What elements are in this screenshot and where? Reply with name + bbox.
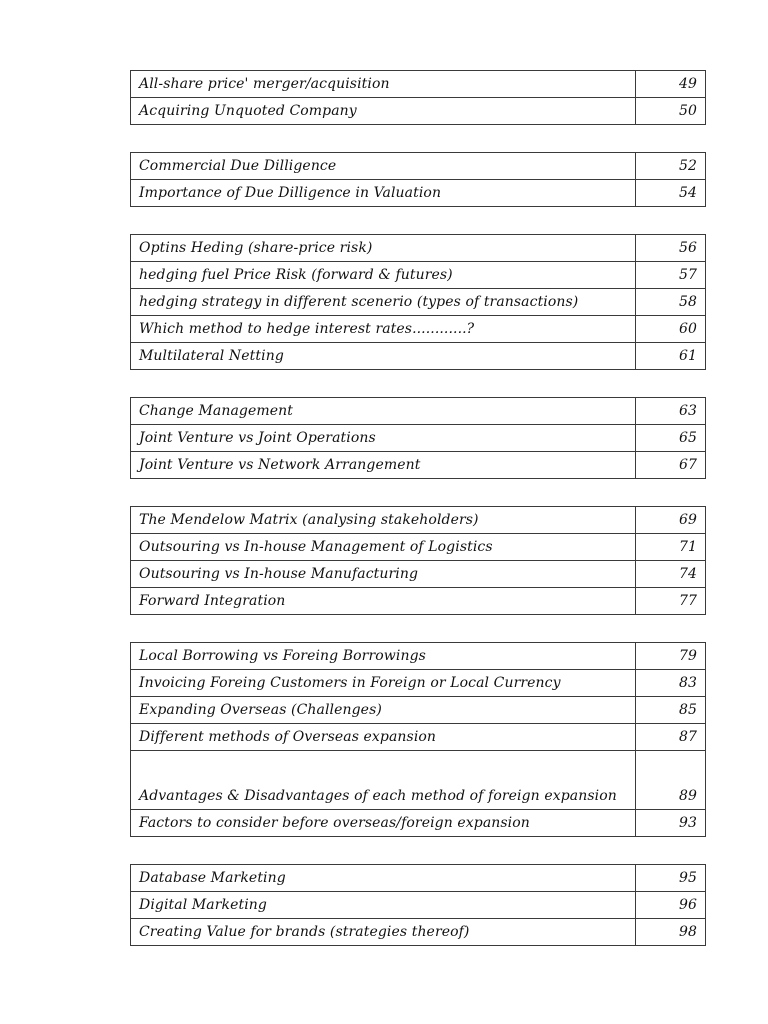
toc-entry-title: Different methods of Overseas expansion <box>131 724 636 751</box>
toc-entry-page: 79 <box>636 643 706 670</box>
toc-entry-page: 87 <box>636 724 706 751</box>
toc-entry-page: 93 <box>636 810 706 837</box>
toc-entry-page: 54 <box>636 180 706 207</box>
toc-entry-page: 77 <box>636 588 706 615</box>
toc-entry-title: hedging fuel Price Risk (forward & futures) <box>131 262 636 289</box>
toc-section <box>130 70 706 125</box>
toc-row <box>131 343 706 370</box>
toc-entry-page: 89 <box>636 751 706 810</box>
toc-entry-title: Local Borrowing vs Foreing Borrowings <box>131 643 636 670</box>
toc-entry-title: Factors to consider before overseas/foreign expansion <box>131 810 636 837</box>
toc-row <box>131 534 706 561</box>
toc-row <box>131 425 706 452</box>
toc-entry-title: Acquiring Unquoted Company <box>131 98 636 125</box>
toc-row <box>131 919 706 946</box>
toc-entry-title: All-share price' merger/acquisition <box>131 71 636 98</box>
toc-entry-title: Optins Heding (share-price risk) <box>131 235 636 262</box>
table-of-contents <box>130 70 705 973</box>
toc-entry-page: 57 <box>636 262 706 289</box>
toc-row <box>131 71 706 98</box>
toc-entry-page: 61 <box>636 343 706 370</box>
toc-row <box>131 865 706 892</box>
toc-entry-page: 65 <box>636 425 706 452</box>
toc-entry-title: Outsouring vs In-house Management of Logistics <box>131 534 636 561</box>
toc-section <box>130 152 706 207</box>
toc-row <box>131 98 706 125</box>
toc-entry-page: 52 <box>636 153 706 180</box>
toc-entry-page: 83 <box>636 670 706 697</box>
toc-row <box>131 180 706 207</box>
toc-row <box>131 892 706 919</box>
toc-row <box>131 262 706 289</box>
toc-entry-page: 96 <box>636 892 706 919</box>
toc-section <box>130 397 706 479</box>
toc-row <box>131 724 706 751</box>
toc-row <box>131 507 706 534</box>
toc-entry-page: 69 <box>636 507 706 534</box>
toc-entry-page: 60 <box>636 316 706 343</box>
toc-entry-title: Change Management <box>131 398 636 425</box>
toc-entry-title: Advantages & Disadvantages of each method of foreign expansion <box>131 751 636 810</box>
toc-entry-page: 50 <box>636 98 706 125</box>
toc-entry-title: Importance of Due Dilligence in Valuation <box>131 180 636 207</box>
toc-entry-page: 71 <box>636 534 706 561</box>
toc-row <box>131 452 706 479</box>
toc-entry-title: Invoicing Foreing Customers in Foreign or Local Currency <box>131 670 636 697</box>
toc-entry-title: Digital Marketing <box>131 892 636 919</box>
toc-row <box>131 588 706 615</box>
toc-entry-title: Joint Venture vs Network Arrangement <box>131 452 636 479</box>
toc-section <box>130 234 706 370</box>
toc-section <box>130 864 706 946</box>
toc-entry-page: 58 <box>636 289 706 316</box>
toc-entry-title: Forward Integration <box>131 588 636 615</box>
toc-section <box>130 642 706 837</box>
toc-entry-title: The Mendelow Matrix (analysing stakeholders) <box>131 507 636 534</box>
toc-entry-page: 98 <box>636 919 706 946</box>
toc-entry-title: Multilateral Netting <box>131 343 636 370</box>
toc-row <box>131 316 706 343</box>
toc-row <box>131 670 706 697</box>
toc-row <box>131 810 706 837</box>
toc-entry-title: Which method to hedge interest rates............? <box>131 316 636 343</box>
toc-entry-page: 85 <box>636 697 706 724</box>
toc-entry-title: Outsouring vs In-house Manufacturing <box>131 561 636 588</box>
toc-entry-title: Joint Venture vs Joint Operations <box>131 425 636 452</box>
toc-entry-page: 67 <box>636 452 706 479</box>
toc-row <box>131 561 706 588</box>
toc-row <box>131 153 706 180</box>
toc-entry-page: 56 <box>636 235 706 262</box>
toc-row <box>131 751 706 810</box>
toc-row <box>131 697 706 724</box>
toc-row <box>131 398 706 425</box>
toc-entry-title: Creating Value for brands (strategies thereof) <box>131 919 636 946</box>
toc-entry-title: hedging strategy in different scenerio (types of transactions) <box>131 289 636 316</box>
toc-entry-page: 74 <box>636 561 706 588</box>
toc-row <box>131 235 706 262</box>
toc-entry-title: Commercial Due Dilligence <box>131 153 636 180</box>
toc-entry-page: 95 <box>636 865 706 892</box>
toc-row <box>131 289 706 316</box>
toc-entry-title: Expanding Overseas (Challenges) <box>131 697 636 724</box>
toc-row <box>131 643 706 670</box>
toc-section <box>130 506 706 615</box>
toc-entry-page: 63 <box>636 398 706 425</box>
toc-entry-title: Database Marketing <box>131 865 636 892</box>
toc-entry-page: 49 <box>636 71 706 98</box>
